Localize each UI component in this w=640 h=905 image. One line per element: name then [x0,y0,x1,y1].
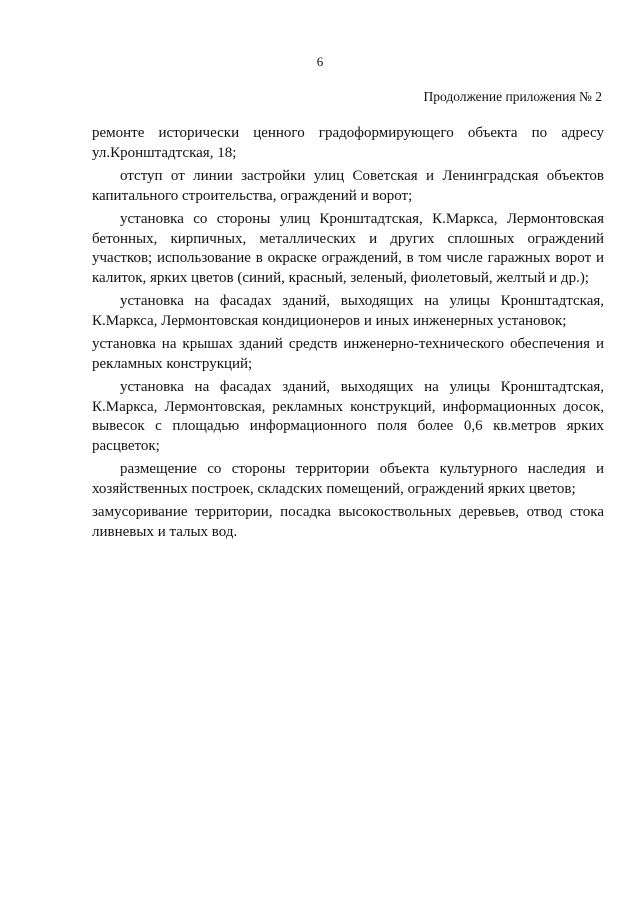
page-number: 6 [316,54,324,69]
paragraph: размещение со стороны территории объекта культурного наследия и хозяйственных построек, складских помещений, ограждений ярких цветов; [92,461,604,497]
appendix-continuation-note: Продолжение приложения № 2 [423,89,602,104]
paragraph: отступ от линии застройки улиц Советская и Ленинградская объектов капитального строительства, ограждений и ворот; [92,168,604,204]
paragraph: установка на фасадах зданий, выходящих на улицы Кронштадтская, К.Маркса, Лермонтовская, рекламных конструкций, информационных досок, вывесок с площадью информационного поля более 0,6 кв.метров ярких расцветок; [92,379,604,454]
paragraph: замусоривание территории, посадка высокоствольных деревьев, отвод стока ливневых и талых вод. [92,504,604,540]
paragraph: установка на фасадах зданий, выходящих на улицы Кронштадтская, К.Маркса, Лермонтовская кондиционеров и иных инженерных установок; [92,293,604,329]
paragraph: установка со стороны улиц Кронштадтская, К.Маркса, Лермонтовская бетонных, кирпичных, металлических и других сплошных ограждений участков; использование в окраске ограждений, в том числе гаражных ворот и калиток, ярких цветов (синий, красный, зеленый, фиолетовый, желтый и др.); [92,211,604,286]
document-body [92,124,604,546]
paragraph: установка на крышах зданий средств инженерно-технического обеспечения и рекламных конструкций; [92,336,604,372]
paragraph: ремонте исторически ценного градоформирующего объекта по адресу ул.Кронштадтская, 18; [92,125,604,161]
